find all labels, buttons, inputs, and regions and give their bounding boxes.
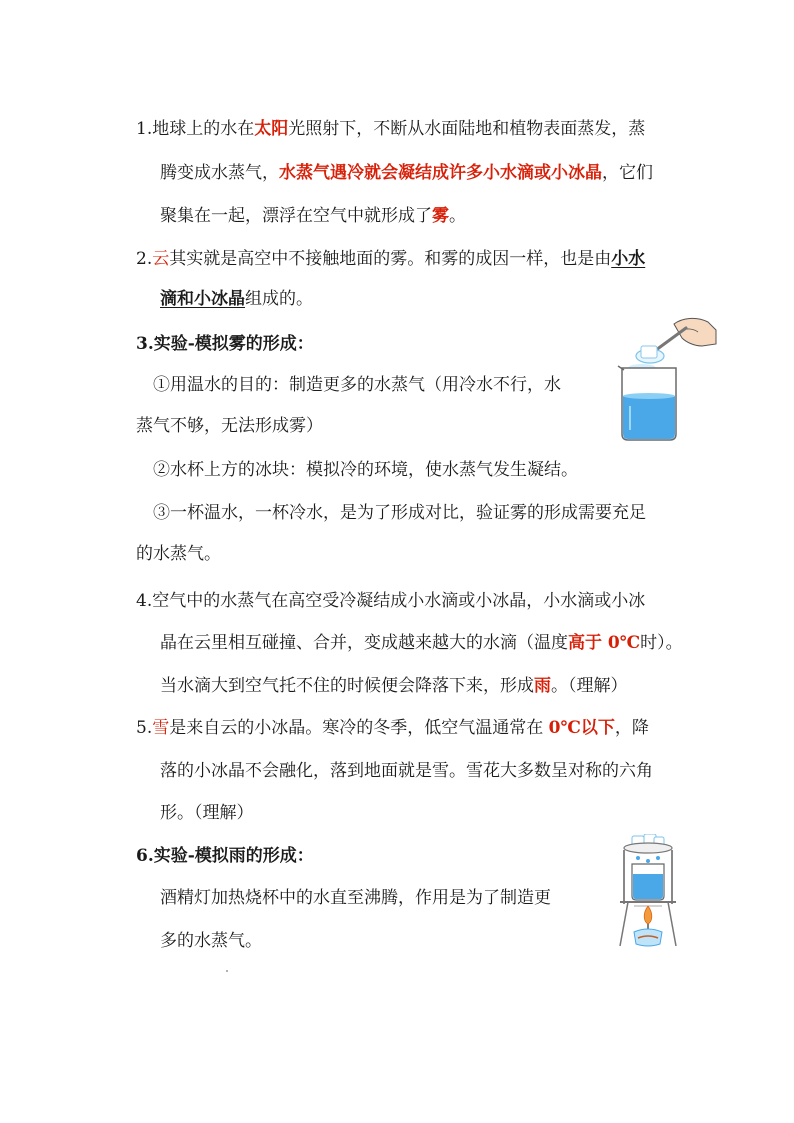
item-1-line-3 [160, 205, 466, 227]
item-5-number: 5. [136, 718, 153, 738]
item-4-keyword-above-zero: 高于 0℃ [568, 633, 641, 653]
item-4-keyword-rain: 雨 [534, 676, 551, 696]
item-2-text-b: 组成的。 [245, 289, 313, 309]
item-1-keyword-sun: 太阳 [254, 119, 289, 139]
item-2-underlined-b: 滴和小冰晶 [160, 289, 245, 309]
item-1-line-2 [160, 162, 653, 184]
item-5-line-1 [136, 717, 649, 739]
item-5-keyword-below-zero: 0℃以下 [548, 718, 615, 738]
boiling-beaker-on-burner-illustration [614, 834, 682, 952]
beaker-with-ice-spoon-illustration [612, 310, 718, 444]
item-1-text-b: 光照射下，不断从水面陆地和植物表面蒸发，蒸 [288, 119, 646, 139]
item-6-line-1: 酒精灯加热烧杯中的水直至沸腾，作用是为了制造更 [160, 888, 551, 908]
item-4-line-2 [160, 632, 683, 654]
item-3-point-3-line-1: ③一杯温水，一杯冷水，是为了形成对比，验证雾的形成需要充足 [153, 503, 646, 523]
item-3-point-2: ②水杯上方的冰块：模拟冷的环境，使水蒸气发生凝结。 [153, 460, 578, 480]
item-5-keyword-snow: 雪 [152, 718, 170, 738]
item-1-text-f: 。 [449, 206, 466, 226]
item-5-text-a: 是来自云的小冰晶。寒冷的冬季，低空气温通常在 [169, 718, 549, 738]
item-2-number: 2. [136, 249, 153, 269]
item-6-line-2: 多的水蒸气。 [160, 931, 262, 951]
item-2-text-a: 其实就是高空中不接触地面的雾。和雾的成因一样，也是由 [169, 249, 612, 269]
item-4-text-b: 晶在云里相互碰撞、合并，变成越来越大的水滴（温度 [160, 633, 568, 653]
item-4-text-a: 空气中的水蒸气在高空受冷凝结成小水滴或小冰晶，小水滴或小冰 [152, 591, 646, 611]
item-4-text-c: 时）。 [640, 633, 683, 653]
item-3-point-3-line-2: 的水蒸气。 [136, 544, 221, 564]
item-2-keyword-cloud: 云 [152, 249, 170, 269]
item-2-underlined-a: 小水 [611, 249, 646, 269]
item-1-line-1 [136, 118, 645, 140]
item-4-line-3 [160, 675, 628, 697]
item-1-keyword-fog: 雾 [432, 206, 449, 226]
item-4-text-e: 。（理解） [551, 676, 628, 696]
item-4-number: 4. [136, 591, 153, 611]
item-3-point-1-line-1: ①用温水的目的：制造更多的水蒸气（用冷水不行，水 [153, 375, 561, 395]
item-3-point-1-line-2: 蒸气不够，无法形成雾） [136, 416, 323, 436]
item-5-line-3: 形。（理解） [160, 803, 254, 823]
item-1-text-a: 地球上的水在 [152, 119, 255, 139]
item-5-line-2: 落的小冰晶不会融化，落到地面就是雪。雪花大多数呈对称的六角 [160, 761, 653, 781]
item-1-keyword-condense: 水蒸气遇冷就会凝结成许多小水滴或小冰晶 [279, 163, 602, 183]
item-5-text-b: ，降 [614, 718, 649, 738]
item-1-text-c: 腾变成水蒸气， [160, 163, 279, 183]
item-2-line-1 [136, 248, 645, 270]
item-4-text-d: 当水滴大到空气托不住的时候便会降落下来，形成 [160, 676, 534, 696]
item-6-title: 6.实验-模拟雨的形成： [136, 846, 314, 866]
item-4-line-1 [136, 590, 645, 612]
item-3-title: 3.实验-模拟雾的形成： [136, 334, 314, 354]
stray-mark [226, 970, 228, 972]
item-1-text-d: ，它们 [602, 163, 653, 183]
item-1-number: 1. [136, 119, 153, 139]
item-2-line-2 [160, 288, 313, 310]
item-1-text-e: 聚集在一起，漂浮在空气中就形成了 [160, 206, 432, 226]
